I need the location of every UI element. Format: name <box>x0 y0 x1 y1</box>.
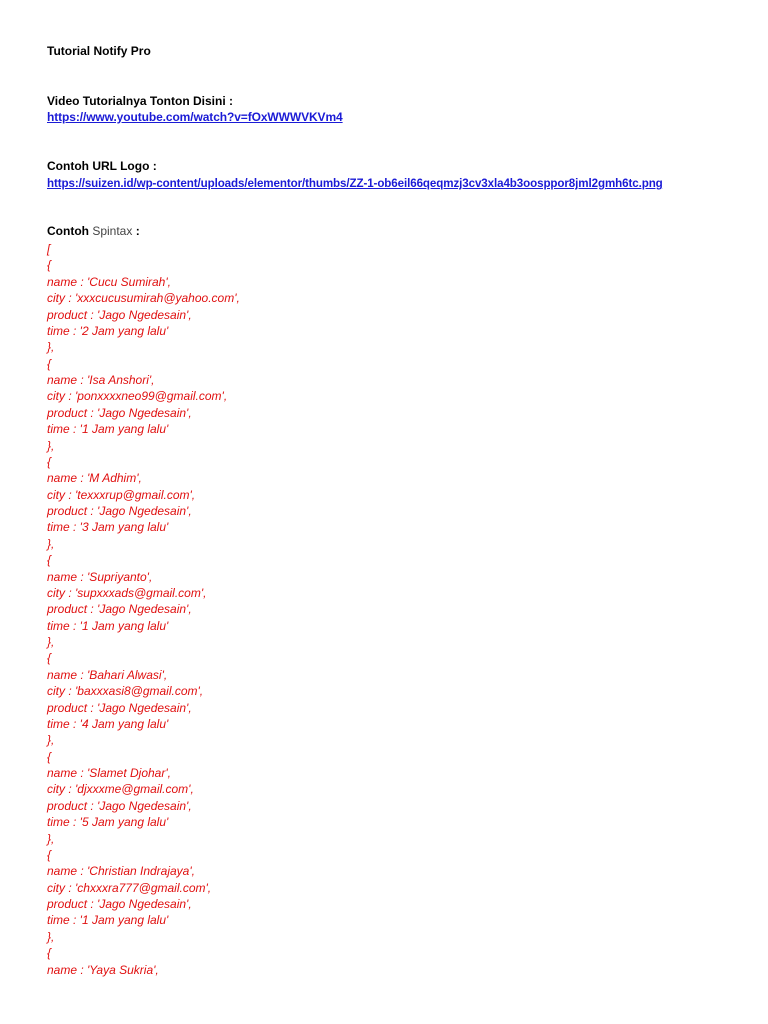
code-line: }, <box>47 438 55 453</box>
code-line: city : 'chxxxra777@gmail.com', <box>47 880 212 895</box>
spintax-code-block <box>47 241 240 978</box>
video-link-row <box>47 110 343 124</box>
code-line: name : 'Cucu Sumirah', <box>47 274 171 289</box>
code-line: { <box>47 651 52 666</box>
code-line: city : 'djxxxme@gmail.com', <box>47 782 194 797</box>
spintax-heading <box>47 224 140 238</box>
code-line: product : 'Jago Ngedesain', <box>47 504 192 518</box>
video-label: Video Tutorialnya Tonton Disini : <box>47 94 233 108</box>
code-line: time : '1 Jam yang lalu' <box>47 422 169 437</box>
code-line: time : '4 Jam yang lalu' <box>47 716 169 731</box>
code-line: }, <box>47 733 55 748</box>
code-line: city : 'supxxxads@gmail.com', <box>47 585 207 600</box>
logo-link-row <box>47 176 663 190</box>
spintax-suffix: : <box>135 224 140 238</box>
code-line: city : 'ponxxxxneo99@gmail.com', <box>47 389 228 404</box>
code-line: { <box>47 454 52 469</box>
code-line: time : '1 Jam yang lalu' <box>47 913 169 928</box>
code-line: name : 'Supriyanto', <box>47 569 153 584</box>
code-line: product : 'Jago Ngedesain', <box>47 798 192 813</box>
code-line: name : 'Yaya Sukria', <box>47 962 159 977</box>
code-line: time : '1 Jam yang lalu' <box>47 618 169 633</box>
code-line: name : 'M Adhim', <box>47 471 142 486</box>
code-line: }, <box>47 635 55 649</box>
code-line: { <box>47 847 52 862</box>
code-line: product : 'Jago Ngedesain', <box>47 307 192 322</box>
code-line: name : 'Slamet Djohar', <box>47 766 171 780</box>
spintax-prefix: Contoh <box>47 224 89 238</box>
code-line: { <box>47 749 52 764</box>
code-line: }, <box>47 929 55 944</box>
code-line: { <box>47 258 52 273</box>
code-line: city : 'xxxcucusumirah@yahoo.com', <box>47 291 240 306</box>
logo-label: Contoh URL Logo : <box>47 159 157 173</box>
code-line: { <box>47 356 52 371</box>
code-line: time : '3 Jam yang lalu' <box>47 520 169 535</box>
spintax-word: Spintax <box>92 224 133 238</box>
code-line: { <box>47 946 52 961</box>
code-line: product : 'Jago Ngedesain', <box>47 700 192 715</box>
doc-title: Tutorial Notify Pro <box>47 44 151 58</box>
logo-link[interactable]: https://suizen.id/wp-content/uploads/elementor/thumbs/ZZ-1-ob6eil66qeqmzj3cv3xla4b3oosppor8jml2gmh6tc.png <box>47 177 663 190</box>
code-line: [ <box>47 242 51 256</box>
code-line: }, <box>47 831 55 846</box>
code-line: time : '2 Jam yang lalu' <box>47 323 169 338</box>
code-line: name : 'Christian Indrajaya', <box>47 864 195 879</box>
code-line: }, <box>47 536 55 551</box>
code-line: { <box>47 553 52 568</box>
code-line: city : 'baxxxasi8@gmail.com', <box>47 684 204 699</box>
code-line: name : 'Bahari Alwasi', <box>47 667 168 682</box>
code-line: time : '5 Jam yang lalu' <box>47 815 169 830</box>
code-line: city : 'texxxrup@gmail.com', <box>47 487 196 502</box>
code-line: product : 'Jago Ngedesain', <box>47 405 192 420</box>
video-link[interactable]: https://www.youtube.com/watch?v=fOxWWWVKVm4 <box>47 110 343 124</box>
code-line: }, <box>47 340 55 355</box>
code-line: product : 'Jago Ngedesain', <box>47 897 192 911</box>
code-line: product : 'Jago Ngedesain', <box>47 602 192 617</box>
code-line: name : 'Isa Anshori', <box>47 373 155 387</box>
